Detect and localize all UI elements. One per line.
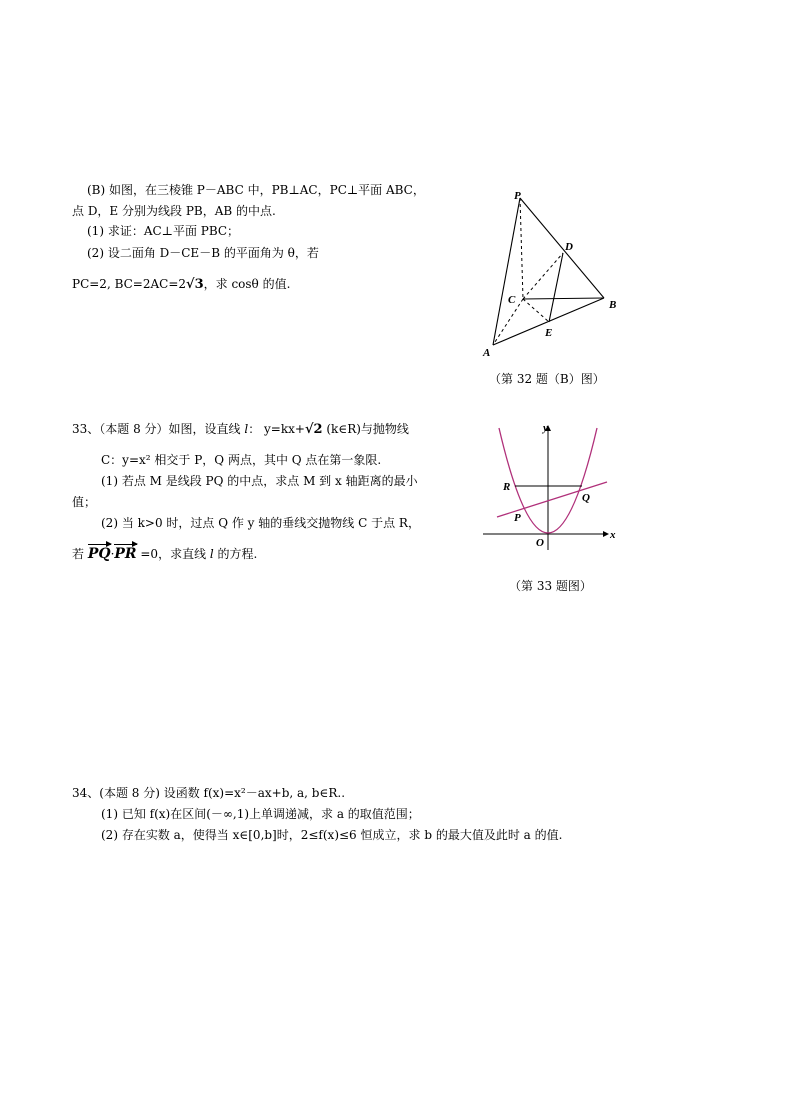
q33-parabola-figure (478, 420, 623, 555)
q33-line1-text-a: 33、（本题 8 分）如图，设直线 (72, 422, 245, 436)
q32b-sqrt3: √3 (186, 277, 204, 292)
label-x: x (610, 529, 616, 541)
q32b-line4: (2) 设二面角 D－CE－B 的平面角为 θ，若 (87, 246, 319, 260)
q34-line3: (2) 存在实数 a，使得当 x∈[0,b]时，2≤f(x)≤6 恒成立，求 b 的最大值及此时 a 的值. (101, 828, 563, 842)
label-R: R (503, 481, 511, 493)
label-P: P (514, 190, 521, 202)
q33-line-l-symbol: l (244, 422, 249, 436)
edge-PC (520, 198, 523, 299)
edge-CE (523, 299, 549, 322)
vector-PR: PR (114, 546, 137, 562)
q33-line2: C：y=x² 相交于 P，Q 两点，其中 Q 点在第一象限. (101, 453, 382, 467)
edge-CD (523, 253, 563, 299)
dot-product-symbol: · (110, 547, 115, 561)
q34-line2: (1) 已知 f(x)在区间(－∞,1)上单调递减，求 a 的取值范围； (101, 807, 420, 821)
q32b-line5-text-a: PC=2, BC=2AC=2 (72, 277, 187, 291)
q32b-line5 (72, 276, 290, 293)
q33-line1-text-c: (k∈R)与抛物线 (322, 422, 409, 436)
q33-line1-text-b: ： y=kx+ (248, 422, 305, 436)
q34-line1: 34、(本题 8 分) 设函数 f(x)=x²－ax+b, a, b∈R.. (72, 786, 346, 800)
label-Q: Q (582, 492, 590, 504)
q33-line5: (2) 当 k>0 时，过点 Q 作 y 轴的垂线交抛物线 C 于点 R， (101, 516, 420, 530)
q33-line6 (72, 546, 257, 562)
q32b-caption: （第 32 题（B）图） (489, 372, 605, 386)
q33-line6-mid: =0，求直线 (136, 547, 210, 561)
q33-line6-pre: 若 (72, 547, 88, 561)
q33-line1 (72, 421, 409, 438)
label-y: y (543, 422, 548, 434)
q33-caption: （第 33 题图） (509, 579, 592, 593)
q33-line6-post: 的方程. (213, 547, 258, 561)
q32b-line2: 点 D，E 分别为线段 PB，AB 的中点. (72, 204, 276, 218)
q33-line6-l-symbol: l (209, 547, 214, 561)
label-E: E (545, 327, 553, 339)
q33-line4: 值； (72, 495, 97, 509)
q32b-line1: (B) 如图，在三棱锥 P－ABC 中，PB⊥AC，PC⊥平面 ABC， (87, 183, 425, 197)
q32b-line5-text-b: ，求 cosθ 的值. (203, 277, 291, 291)
label-D: D (565, 241, 573, 253)
label-O: O (536, 537, 544, 549)
q32b-line3: (1) 求证：AC⊥平面 PBC； (87, 224, 240, 238)
q33-line3: (1) 若点 M 是线段 PQ 的中点，求点 M 到 x 轴距离的最小 (101, 474, 418, 488)
label-B: B (609, 299, 617, 311)
edge-CB (523, 298, 604, 299)
edge-DE (549, 253, 563, 322)
label-C: C (508, 294, 516, 306)
q32b-tetrahedron-figure (478, 186, 623, 358)
edge-PA (493, 198, 520, 345)
label-P: P (514, 512, 521, 524)
vector-PQ: PQ (87, 546, 111, 562)
label-A: A (483, 347, 491, 358)
edge-PB (520, 198, 604, 298)
q33-sqrt2: √2 (304, 422, 323, 437)
